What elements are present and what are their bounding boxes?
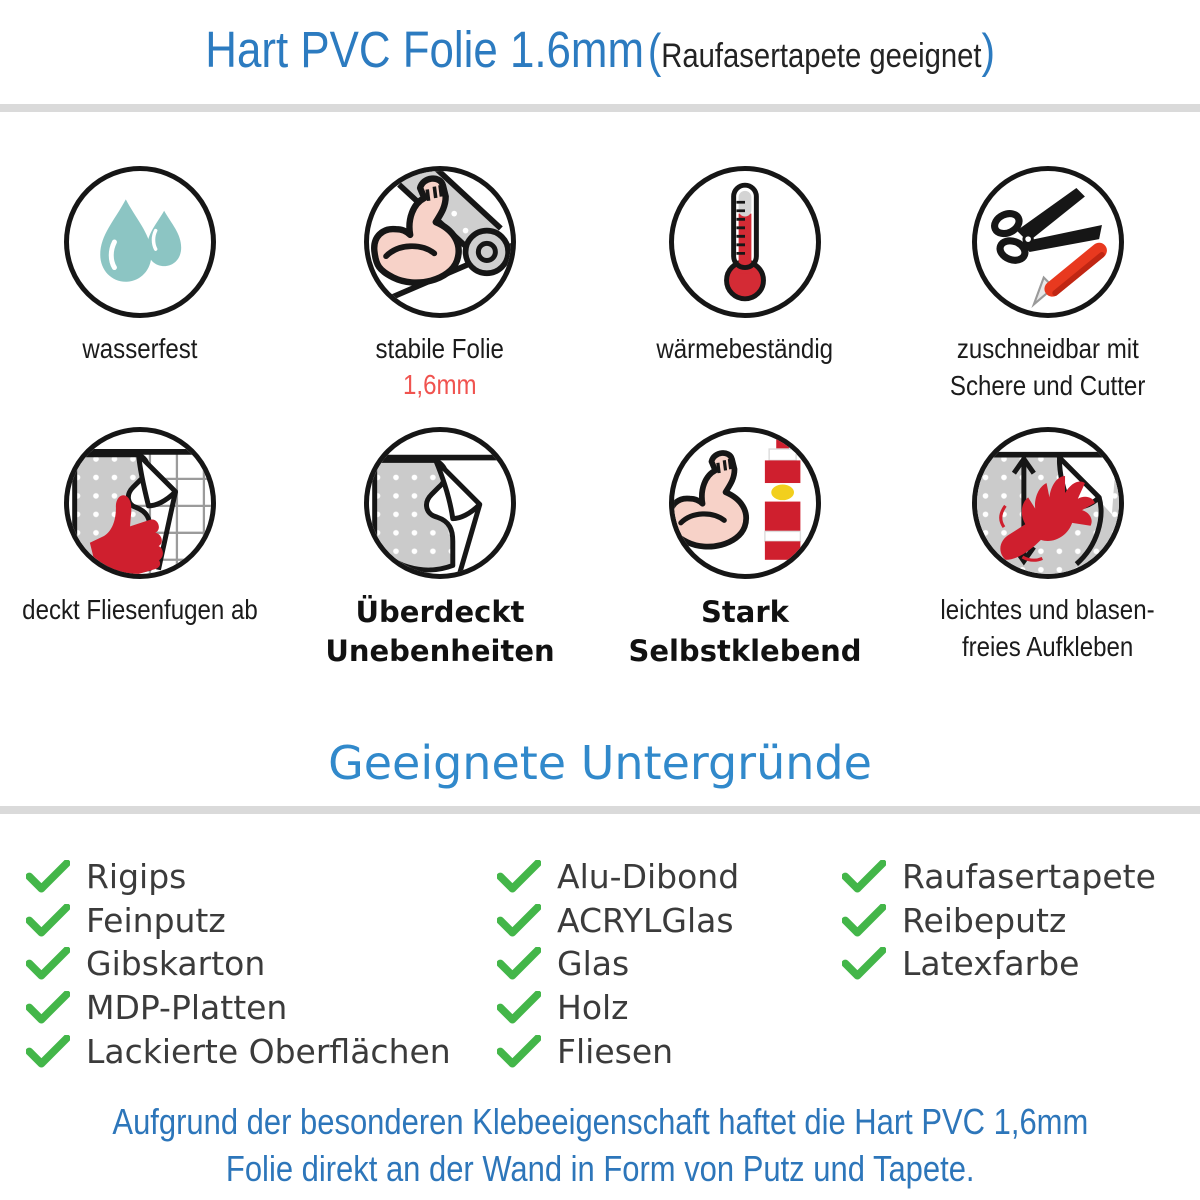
feature-label: wärmebeständig (656, 333, 834, 364)
feature-label: zuschneidbar mit (956, 333, 1140, 364)
surface-label: Rigips (86, 857, 187, 897)
scissors-cutter-icon (972, 166, 1124, 318)
check-icon (497, 904, 541, 937)
check-icon (26, 860, 70, 893)
feature-zuschneidbar (898, 166, 1198, 404)
surface-item (26, 986, 451, 1030)
muscle-arm-glue-icon (669, 427, 821, 579)
surface-label: ACRYLGlas (557, 900, 734, 940)
feature-label: deckt Fliesenfugen ab (22, 594, 258, 625)
page-title (0, 20, 1200, 79)
check-icon (497, 1035, 541, 1068)
footer-line-1: Aufgrund der besonderen Klebeeigenschaft haftet die Hart PVC 1,6mm (112, 1101, 1088, 1142)
feature-label: stabile Folie (375, 333, 505, 364)
divider-top (0, 104, 1200, 112)
feature-waermebestaendig (595, 166, 895, 367)
feature-stabile-folie (290, 166, 590, 403)
hand-smoothing-foil-icon (972, 427, 1124, 579)
divider-surfaces (0, 806, 1200, 814)
check-icon (26, 904, 70, 937)
surface-item (26, 942, 451, 986)
thumbs-up-tiles-icon (64, 427, 216, 579)
surface-label: Fliesen (557, 1031, 674, 1071)
water-drops-icon (64, 166, 216, 318)
feature-aufkleben (898, 427, 1198, 665)
title-paren-open: ( (647, 24, 662, 77)
feature-label-2: Unebenheiten (325, 634, 555, 668)
footer-line-2: Folie direkt an der Wand in Form von Putz und Tapete. (225, 1148, 975, 1189)
surface-item (497, 986, 739, 1030)
surfaces-column-3 (842, 855, 1156, 986)
surface-label: Lackierte Oberflächen (86, 1031, 451, 1071)
muscle-arm-foil-roll-icon (364, 166, 516, 318)
surface-item (497, 899, 739, 943)
check-icon (26, 947, 70, 980)
surface-label: Holz (557, 988, 629, 1028)
surface-item (26, 1029, 451, 1073)
surface-label: Glas (557, 944, 630, 984)
check-icon (842, 947, 886, 980)
feature-thickness: 1,6mm (403, 369, 477, 400)
feature-label: leichtes und blasen- (940, 594, 1156, 625)
surfaces-heading: Geeignete Untergründe (328, 736, 872, 790)
surface-item (497, 942, 739, 986)
surface-label: Raufasertapete (902, 857, 1156, 897)
surface-label: Gibskarton (86, 944, 266, 984)
feature-label: wasserfest (82, 333, 198, 364)
title-paren-close: ) (981, 24, 995, 77)
feature-fliesenfugen (0, 427, 290, 628)
surfaces-column-1 (26, 855, 451, 1073)
feature-label-2: Selbstklebend (628, 634, 862, 668)
check-icon (26, 991, 70, 1024)
feature-label: Überdeckt (355, 595, 525, 629)
foil-fold-icon (364, 427, 516, 579)
surface-label: Reibeputz (902, 900, 1067, 940)
feature-unebenheiten (290, 427, 590, 671)
surface-item (497, 1029, 739, 1073)
thermometer-icon (669, 166, 821, 318)
surface-label: Alu-Dibond (557, 857, 740, 897)
surface-item (26, 855, 451, 899)
surface-item (842, 855, 1156, 899)
footer-note (0, 1098, 1200, 1192)
feature-selbstklebend (595, 427, 895, 671)
surface-label: Latexfarbe (902, 944, 1080, 984)
title-paren-text: Raufasertapete geeignet (661, 37, 982, 75)
check-icon (842, 904, 886, 937)
feature-label-2: freies Aufkleben (962, 631, 1134, 662)
check-icon (497, 991, 541, 1024)
feature-label: Stark (701, 595, 789, 629)
check-icon (842, 860, 886, 893)
surface-label: MDP-Platten (86, 988, 288, 1028)
check-icon (497, 860, 541, 893)
surface-item (842, 942, 1156, 986)
feature-label-2: Schere und Cutter (950, 370, 1146, 401)
check-icon (26, 1035, 70, 1068)
surfaces-column-2 (497, 855, 739, 1073)
title-main: Hart PVC Folie 1.6mm (205, 21, 644, 78)
surface-item (842, 899, 1156, 943)
surface-item (26, 899, 451, 943)
feature-wasserfest (0, 166, 290, 367)
surface-item (497, 855, 739, 899)
surface-label: Feinputz (86, 900, 226, 940)
check-icon (497, 947, 541, 980)
